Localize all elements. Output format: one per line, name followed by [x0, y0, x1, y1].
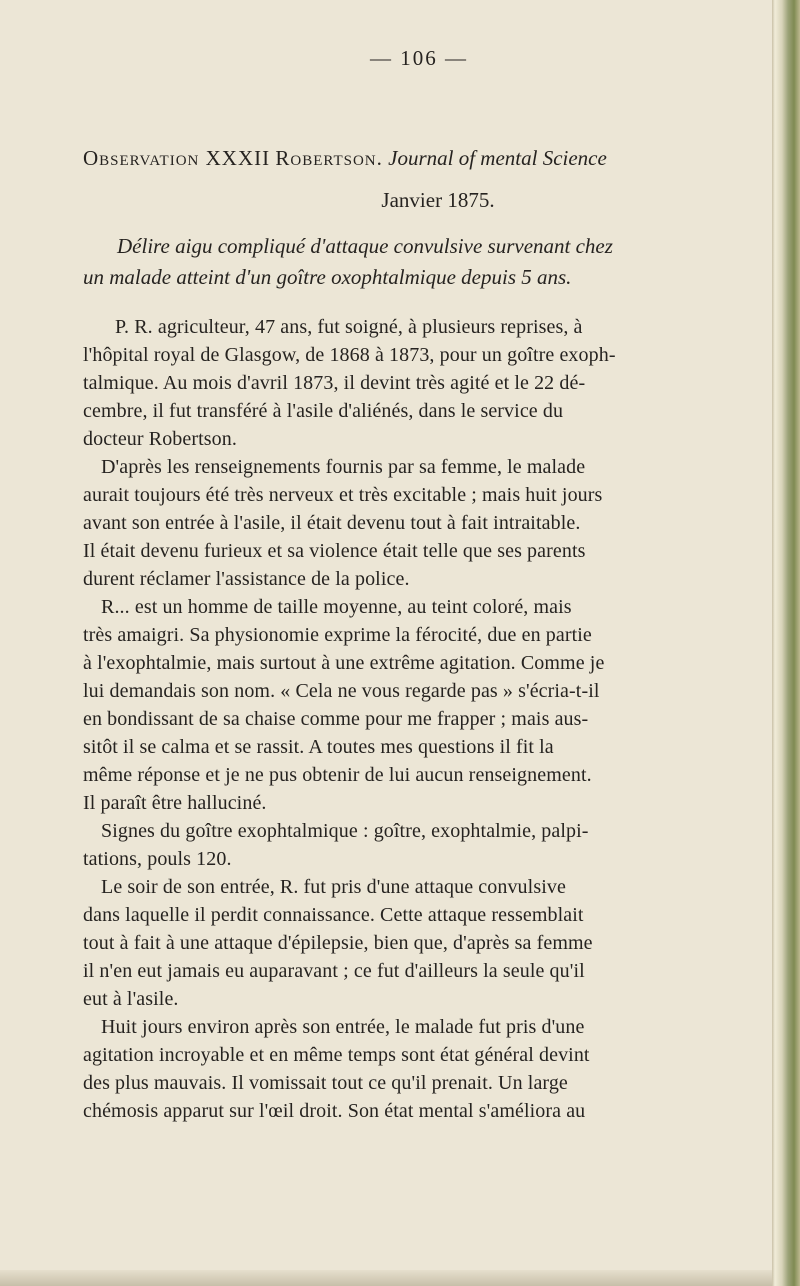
text-line: durent réclamer l'assistance de la police.: [83, 568, 410, 590]
text-line: P. R. agriculteur, 47 ans, fut soigné, à plusieurs reprises, à: [115, 316, 583, 338]
text-line: lui demandais son nom. « Cela ne vous regarde pas » s'écria-t-il: [83, 680, 600, 702]
text-line: agitation incroyable et en même temps sont état général devint: [83, 1044, 590, 1066]
journal-title: Journal of mental Science: [388, 146, 607, 170]
text-line: Il était devenu furieux et sa violence était telle que ses parents: [83, 540, 586, 562]
page-number: — 106 —: [370, 46, 468, 70]
page-bottom-shadow: [0, 1270, 772, 1286]
observation-author: Robertson.: [275, 146, 383, 170]
text-line: chémosis apparut sur l'œil droit. Son état mental s'améliora au: [83, 1100, 586, 1122]
page-edge: [772, 0, 800, 1286]
text-line: Huit jours environ après son entrée, le malade fut pris d'une: [101, 1016, 585, 1038]
text-line: Il paraît être halluciné.: [83, 792, 267, 814]
text-line: docteur Robertson.: [83, 428, 237, 450]
text-line: à l'exophtalmie, mais surtout à une extrême agitation. Comme je: [83, 652, 605, 674]
case-subtitle-line-2: un malade atteint d'un goître oxophtalmique depuis 5 ans.: [83, 265, 572, 289]
text-line: tations, pouls 120.: [83, 848, 232, 870]
observation-label: Observation XXXII: [83, 146, 271, 170]
text-line: talmique. Au mois d'avril 1873, il devint très agité et le 22 dé-: [83, 372, 586, 394]
text-line: aurait toujours été très nerveux et très excitable ; mais huit jours: [83, 484, 603, 506]
text-line: sitôt il se calma et se rassit. A toutes mes questions il fit la: [83, 736, 554, 758]
text-line: avant son entrée à l'asile, il était devenu tout à fait intraitable.: [83, 512, 581, 534]
text-line: R... est un homme de taille moyenne, au teint coloré, mais: [101, 596, 572, 618]
publication-date: Janvier 1875.: [381, 188, 495, 212]
case-subtitle-line-1: Délire aigu compliqué d'attaque convulsive survenant chez: [117, 234, 613, 258]
text-line: même réponse et je ne pus obtenir de lui aucun renseignement.: [83, 764, 592, 786]
text-line: l'hôpital royal de Glasgow, de 1868 à 1873, pour un goître exoph-: [83, 344, 616, 366]
text-line: Signes du goître exophtalmique : goître, exophtalmie, palpi-: [101, 820, 589, 842]
text-line: tout à fait à une attaque d'épilepsie, bien que, d'après sa femme: [83, 932, 593, 954]
text-line: il n'en eut jamais eu auparavant ; ce fut d'ailleurs la seule qu'il: [83, 960, 585, 982]
text-line: cembre, il fut transféré à l'asile d'aliénés, dans le service du: [83, 400, 564, 422]
text-line: Le soir de son entrée, R. fut pris d'une attaque convulsive: [101, 876, 566, 898]
text-line: D'après les renseignements fournis par sa femme, le malade: [101, 456, 586, 478]
text-line: très amaigri. Sa physionomie exprime la férocité, due en partie: [83, 624, 592, 646]
text-line: eut à l'asile.: [83, 988, 179, 1010]
text-line: dans laquelle il perdit connaissance. Cette attaque ressemblait: [83, 904, 584, 926]
observation-heading: [83, 144, 783, 172]
text-line: en bondissant de sa chaise comme pour me frapper ; mais aus-: [83, 708, 589, 730]
text-line: des plus mauvais. Il vomissait tout ce qu'il prenait. Un large: [83, 1072, 568, 1094]
